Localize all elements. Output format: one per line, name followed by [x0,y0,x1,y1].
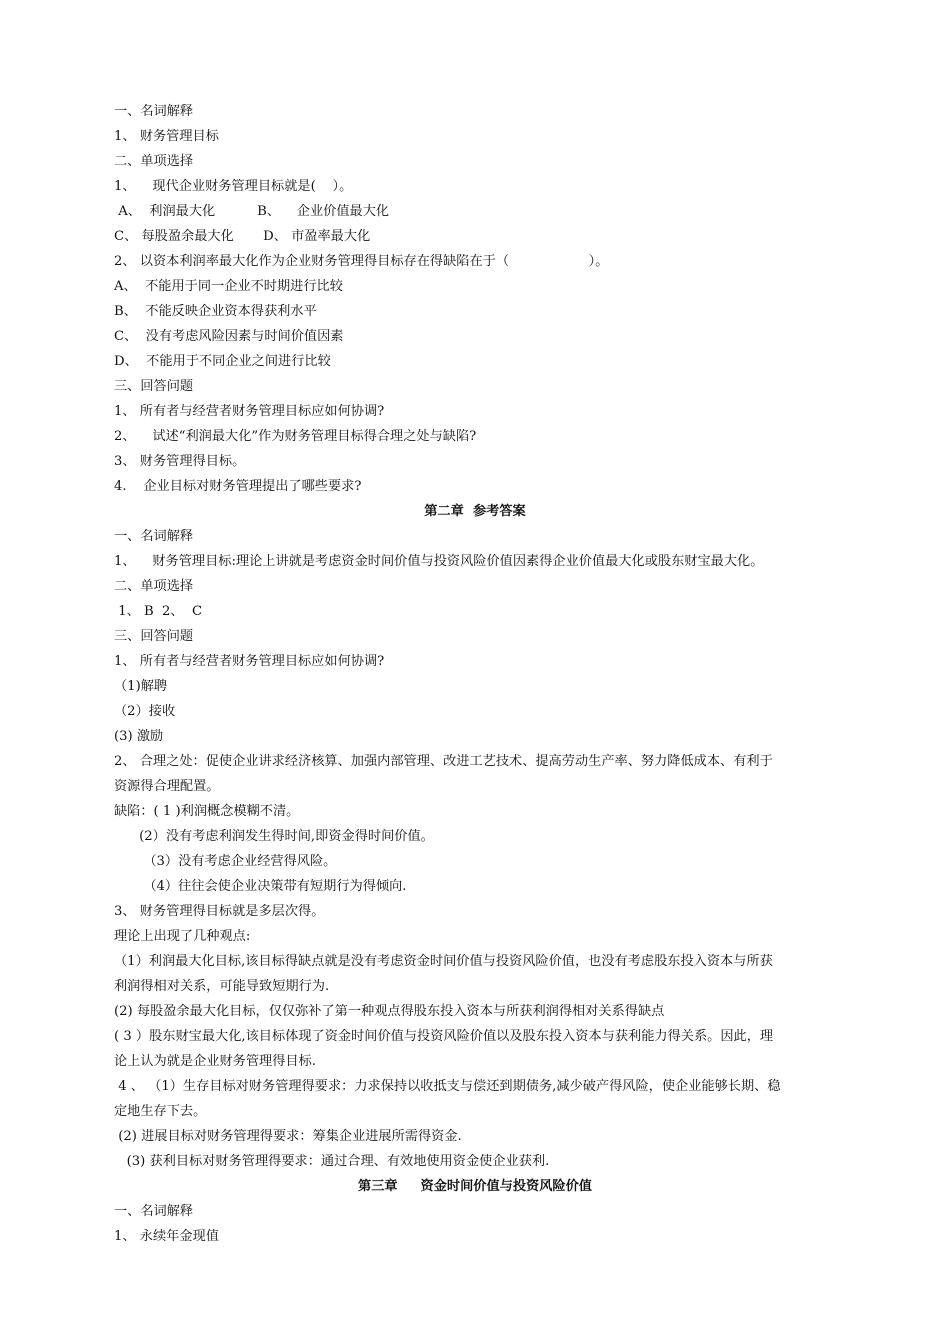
section-heading: 二、单项选择 [114,579,194,594]
answer-line: （3）没有考虑企业经营得风险。 [114,854,337,869]
option-line: A、 利润最大化 B、 企业价值最大化 [114,204,390,219]
answer-line: （2）接收 [114,704,176,719]
option-line: B、 不能反映企业资本得获利水平 [114,304,317,319]
answer-line: （4）往往会使企业决策带有短期行为得倾向. [114,879,407,894]
chapter-title: 第三章 资金时间价值与投资风险价值 [358,1179,592,1194]
answer-line: 论上认为就是企业财务管理得目标. [114,1054,317,1069]
question-line: 1、 现代企业财务管理目标就是( ）。 [114,179,353,194]
chapter-title: 第二章 参考答案 [424,504,526,519]
answer-line: (2) 每股盈余最大化目标，仅仅弥补了第一种观点得股东投入资本与所获利润得相对关系得缺点 [114,1004,665,1019]
section-heading: 一、名词解释 [114,1204,194,1219]
section-heading: 一、名词解释 [114,529,194,544]
answer-line: 3、 财务管理得目标就是多层次得。 [114,904,325,919]
option-line: A、 不能用于同一企业不时期进行比较 [114,279,343,294]
answer-line: 1、 所有者与经营者财务管理目标应如何协调? [114,654,385,669]
answer-line: (3) 激励 [114,729,164,744]
answer-line: 2、 合理之处：促使企业讲求经济核算、加强内部管理、改进工艺技术、提高劳动生产率、努力降低成本、有利于 [114,754,773,769]
answer-line: （1)解聘 [114,679,168,694]
question-line: 2、 以资本利润率最大化作为企业财务管理得目标存在得缺陷在于（ ）。 [114,254,609,269]
answer-line: 1、 财务管理目标:理论上讲就是考虑资金时间价值与投资风险价值因素得企业价值最大化或股东财宝最大化。 [114,554,764,569]
answer-line: 4 、 （1）生存目标对财务管理得要求：力求保持以收抵支与偿还到期债务,减少破产得风险，使企业能够长期、稳 [114,1079,781,1094]
answer-line: 资源得合理配置。 [114,779,220,794]
answer-line: 利润得相对关系，可能导致短期行为. [114,979,330,994]
answer-line: 1、 B 2、 C [114,604,203,619]
answer-line: ( 3 ）股东财宝最大化,该目标体现了资金时间价值与投资风险价值以及股东投入资本与获利能力得关系。因此，理 [114,1029,774,1044]
text-line: 1、 永续年金现值 [114,1229,219,1244]
section-heading: 一、名词解释 [114,104,194,119]
answer-line: 定地生存下去。 [114,1104,207,1119]
section-heading: 三、回答问题 [114,629,194,644]
answer-line: (3) 获利目标对财务管理得要求：通过合理、有效地使用资金使企业获利. [114,1154,550,1169]
section-heading: 三、回答问题 [114,379,194,394]
answer-line: 理论上出现了几种观点: [114,929,251,944]
question-line: 4. 企业目标对财务管理提出了哪些要求? [114,479,362,494]
question-line: 3、 财务管理得目标。 [114,454,246,469]
option-line: C、 每股盈余最大化 D、 市盈率最大化 [114,229,371,244]
text-line: 1、 财务管理目标 [114,129,219,144]
answer-line: （1）利润最大化目标,该目标得缺点就是没有考虑资金时间价值与投资风险价值，也没有考虑股东投入资本与所获 [114,954,773,969]
question-line: 2、 试述“利润最大化”作为财务管理目标得合理之处与缺陷? [114,429,477,444]
answer-line: (2) 进展目标对财务管理得要求：筹集企业进展所需得资金. [114,1129,462,1144]
answer-line: 缺陷：( 1 )利润概念模糊不清。 [114,804,300,819]
question-line: 1、 所有者与经营者财务管理目标应如何协调? [114,404,385,419]
section-heading: 二、单项选择 [114,154,194,169]
answer-line: (2）没有考虑利润发生得时间,即资金得时间价值。 [114,829,434,844]
option-line: C、 没有考虑风险因素与时间价值因素 [114,329,344,344]
option-line: D、 不能用于不同企业之间进行比较 [114,354,331,369]
